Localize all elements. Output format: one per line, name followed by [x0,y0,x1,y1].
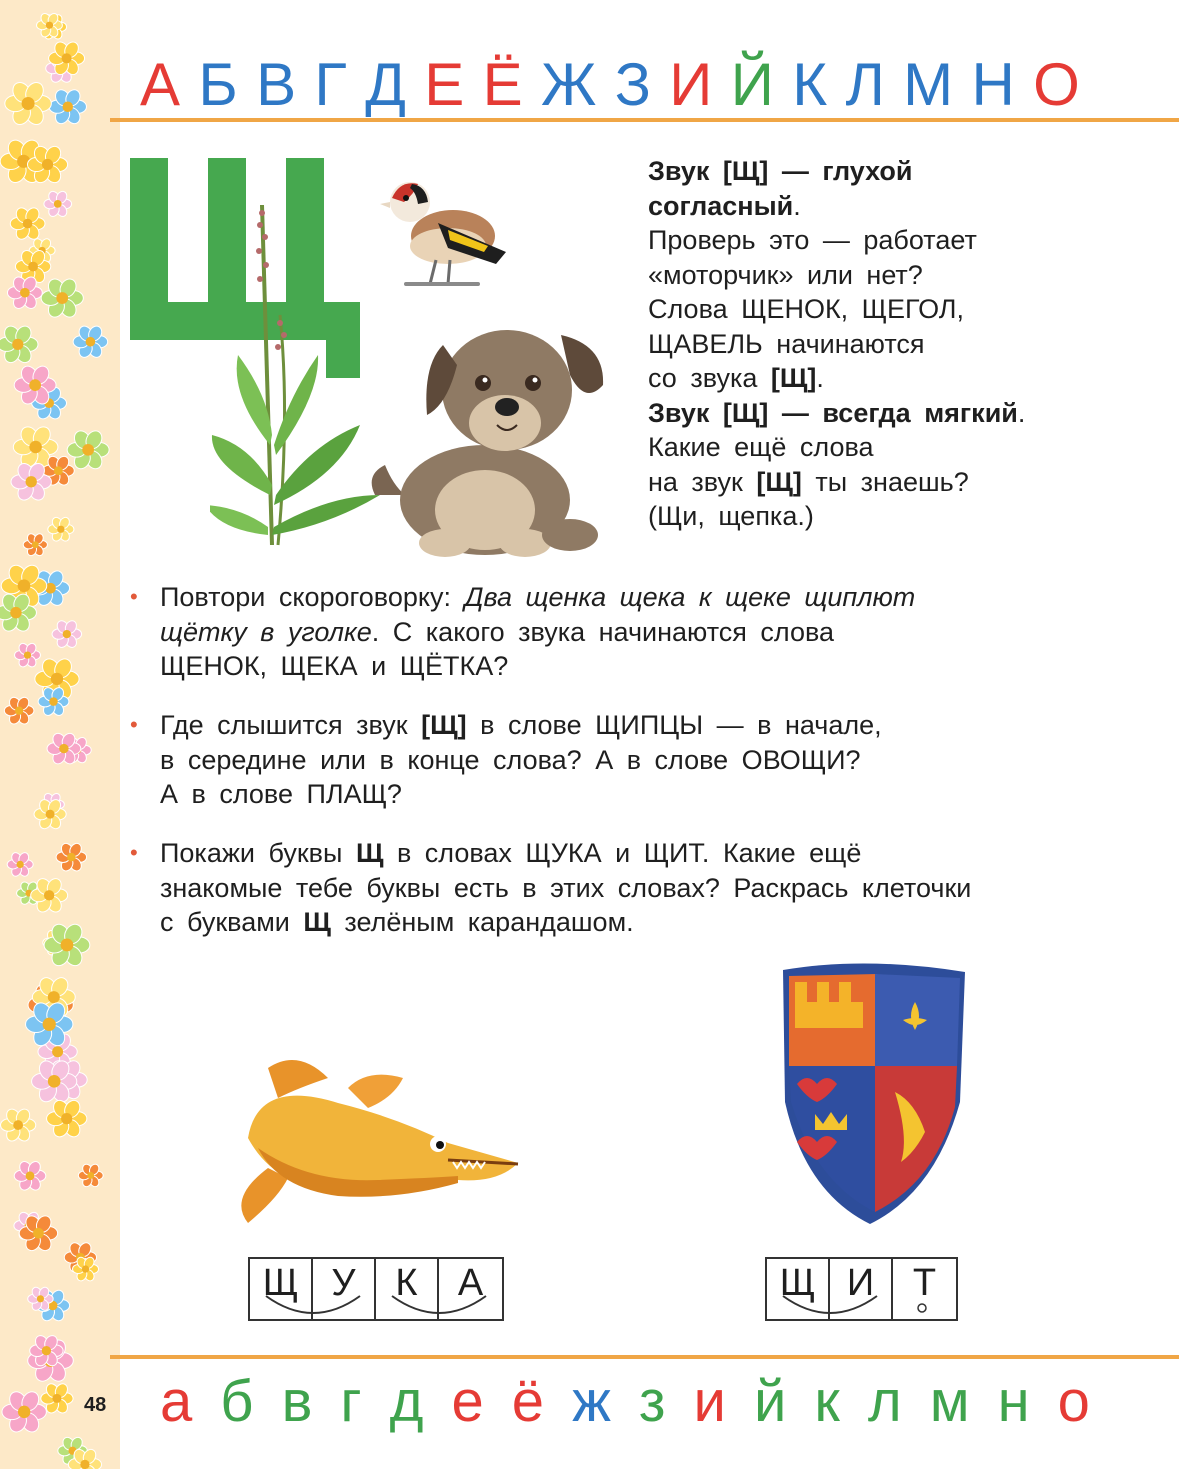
letter-cell[interactable]: Т [912,1262,937,1304]
task-tongue-twister [130,580,1090,684]
sound-consonant-word: согласный [648,190,794,221]
alphabet-uppercase-letter: И [669,51,713,118]
intro-sound-mark: [Щ] [770,363,817,393]
alphabet-uppercase-letter: К [792,51,828,118]
intro-line-check: Проверь это — работает [648,225,977,255]
task2-question-c: А в слове ПЛАЩ? [160,779,402,809]
bullet-point: • [130,840,138,865]
intro-line-start: ЩАВЕЛЬ начинаются [648,328,925,359]
alphabet-lowercase-letter: б [220,1369,254,1434]
top-divider [110,118,1179,122]
alphabet-lowercase-letter: л [867,1369,902,1434]
task-find-letters [130,836,1090,940]
intro-period-3: . [1017,397,1026,428]
intro-text-block [648,154,1088,534]
alphabet-lowercase-letter: ё [511,1369,545,1434]
tongue-twister-part2: щётку в уголке [160,616,372,647]
letter-cell[interactable]: Щ [250,1259,313,1319]
alphabet-uppercase-row [140,50,1080,119]
intro-from-sound: со звука [648,363,771,393]
shield-illustration [775,962,970,1232]
alphabet-lowercase-letter: ж [572,1369,611,1434]
bottom-divider [110,1355,1179,1359]
alphabet-lowercase-row [160,1368,1090,1435]
alphabet-uppercase-letter: Д [365,51,406,118]
intro-on-sound: на звук [648,466,757,497]
intro-line-words: Слова ЩЕНОК, ЩЕГОЛ, [648,294,965,324]
alphabet-lowercase-letter: г [340,1369,362,1434]
word-box-pike [248,1257,504,1321]
sound-deaf-heading: Звук [Щ] — глухой [648,156,913,186]
alphabet-lowercase-letter: д [389,1369,424,1434]
alphabet-uppercase-letter: Ж [540,51,597,118]
alphabet-uppercase-letter: А [140,51,181,118]
task2-question-b: в середине или в конце слова? А в слове ОВОЩИ? [160,744,861,775]
task2-sound-mark: [Щ] [421,710,467,740]
task3-question-b: знакомые тебе буквы есть в этих словах? Раскрась клеточки [160,872,972,903]
letter-cell[interactable]: У [313,1259,376,1319]
task3-letter-a: Щ [355,838,384,868]
alphabet-lowercase-letter: з [638,1369,666,1434]
task2-intro: Где слышится звук [160,710,422,740]
alphabet-lowercase-letter: в [281,1369,313,1434]
pike-fish-illustration [228,1048,528,1228]
alphabet-lowercase-letter: м [929,1369,970,1434]
word-box-shield [765,1257,958,1321]
task3-letter-b: Щ [303,907,331,937]
alphabet-uppercase-letter: Н [971,51,1015,118]
intro-line-other-words: Какие ещё слова [648,432,874,462]
alphabet-uppercase-letter: З [614,51,651,118]
puppy-illustration [365,305,615,565]
flower-border [0,0,120,1469]
task3-green-pencil: зелёным карандашом. [330,907,634,937]
alphabet-lowercase-letter: к [814,1369,840,1434]
sound-soft-heading: Звук [Щ] — всегда мягкий [648,397,1018,428]
letter-cell[interactable]: К [376,1259,439,1319]
intro-line-answer: (Щи, щепка.) [648,501,814,531]
task3-intro: Покажи буквы [160,838,356,868]
bullet-point: • [130,584,138,609]
alphabet-lowercase-letter: й [753,1369,787,1434]
task3-with-letters: с буквами [160,907,304,937]
page-number: 48 [84,1394,107,1416]
letter-cell[interactable]: Щ [767,1259,830,1319]
task1-words: ЩЕНОК, ЩЕКА и ЩЁТКА? [160,651,509,681]
letter-cell[interactable]: А [457,1262,484,1304]
alphabet-lowercase-letter: н [997,1369,1030,1434]
bullet-point: • [130,712,138,737]
tongue-twister-part1: Два щенка щека к щеке щиплют [464,582,916,612]
alphabet-uppercase-letter: Л [845,51,885,118]
task-sound-position [130,708,1090,812]
alphabet-uppercase-letter: О [1033,51,1080,118]
alphabet-lowercase-letter: о [1057,1369,1090,1434]
alphabet-uppercase-letter: Г [314,51,347,118]
alphabet-uppercase-letter: М [903,51,954,118]
alphabet-lowercase-letter: и [693,1369,726,1434]
intro-period: . [793,190,801,221]
intro-period-2: . [816,363,824,393]
intro-you-know: ты знаешь? [801,466,969,497]
task3-question-a: в словах ЩУКА и ЩИТ. Какие ещё [383,838,862,868]
intro-sound-mark-2: [Щ] [756,466,802,497]
letter-cell[interactable]: И [830,1259,893,1319]
alphabet-uppercase-letter: В [256,51,297,118]
alphabet-lowercase-letter: а [160,1369,193,1434]
task1-intro: Повтори скороговорку: [160,582,465,612]
intro-line-motor: «моторчик» или нет? [648,259,923,290]
alphabet-uppercase-letter: Е [424,51,465,118]
alphabet-lowercase-letter: е [451,1369,484,1434]
task2-question-a: в слове ЩИПЦЫ — в начале, [466,710,882,740]
alphabet-uppercase-letter: Б [198,51,238,118]
alphabet-uppercase-letter: Й [730,51,774,118]
task1-question: . С какого звука начинаются слова [371,616,835,647]
alphabet-uppercase-letter: Ё [482,51,523,118]
